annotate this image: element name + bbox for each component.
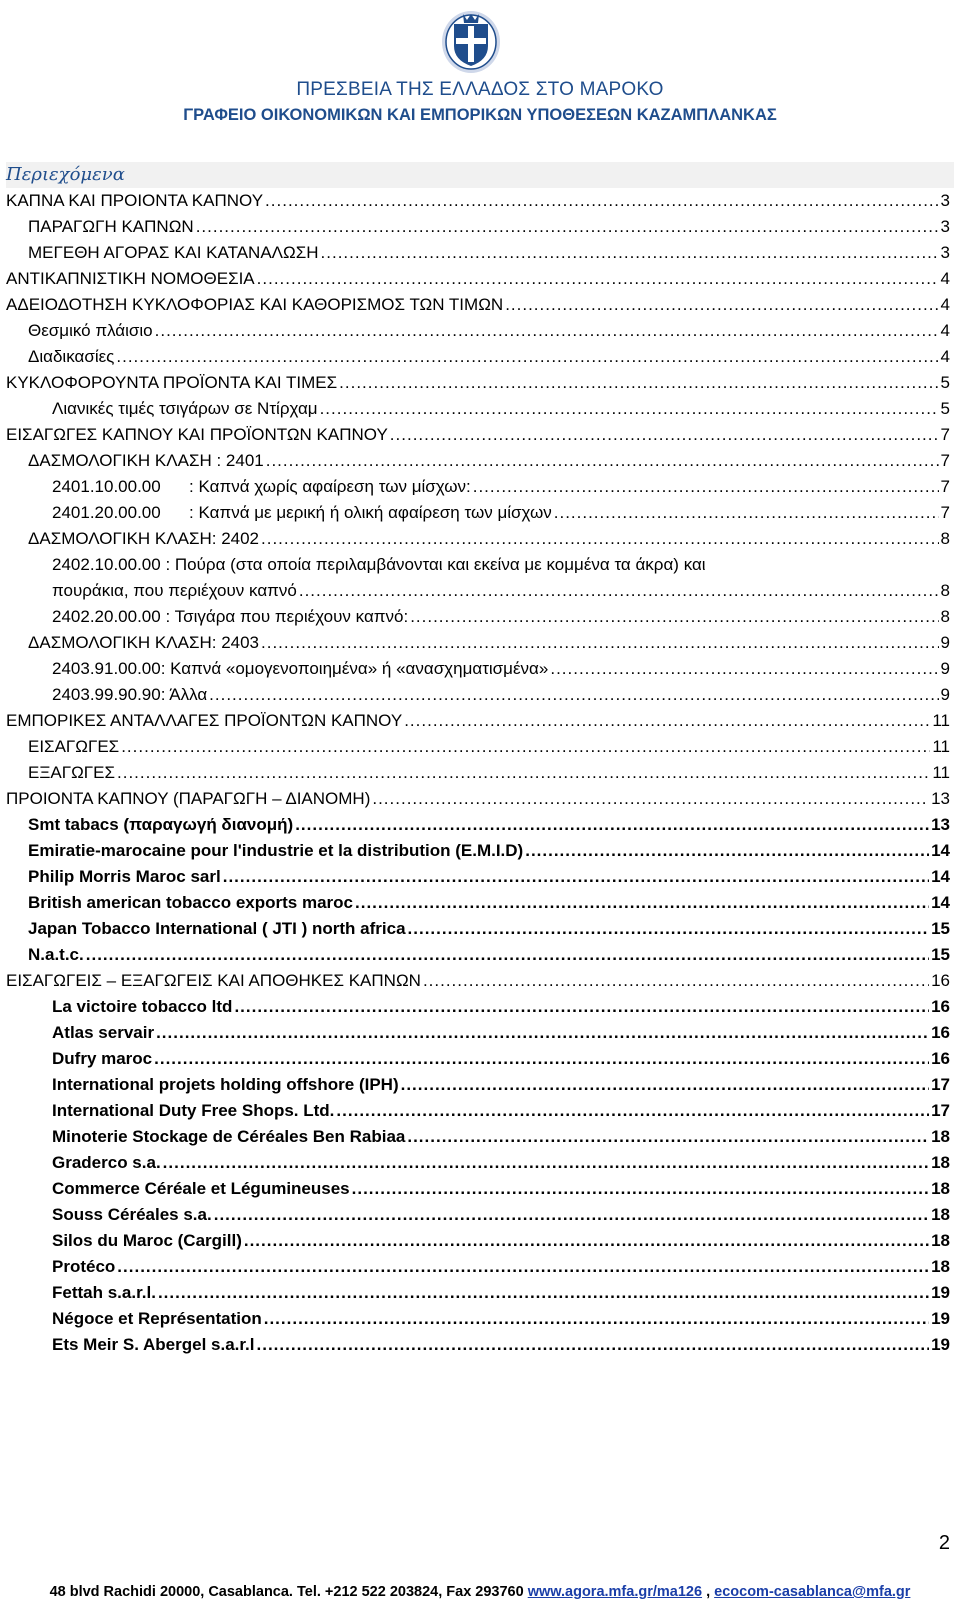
leader-dots [223, 864, 929, 890]
toc-heading: Περιεχόμενα [6, 162, 954, 188]
toc-entry[interactable] [52, 1202, 950, 1228]
toc-entry-page: 3 [940, 243, 950, 262]
toc-entry-label: ΕΜΠΟΡΙΚΕΣ ΑΝΤΑΛΛΑΓΕΣ ΠΡΟΪΟΝΤΩΝ ΚΑΠΝΟΥ [6, 711, 403, 730]
toc-entry-label: Souss Céréales s.a. [52, 1205, 212, 1224]
toc-entry-page: 7 [940, 477, 950, 496]
toc-entry[interactable] [28, 526, 950, 552]
toc-entry[interactable] [28, 734, 950, 760]
toc-entry-page: 18 [931, 1205, 950, 1224]
toc-entry-page: 5 [940, 373, 950, 392]
toc-entry-label: 2402.20.00.00 : Τσιγάρα που περιέχουν καπνό: [52, 607, 409, 626]
leader-dots [410, 604, 938, 630]
toc-entry[interactable] [52, 1332, 950, 1358]
toc-entry[interactable] [28, 318, 950, 344]
toc-entry-label: Smt tabacs (παραγωγή διανομή) [28, 815, 294, 834]
toc-entry[interactable] [52, 1124, 950, 1150]
leader-dots [554, 500, 939, 526]
toc-entry-page: 19 [931, 1335, 950, 1354]
toc-entry[interactable] [28, 344, 950, 370]
leader-dots [121, 734, 930, 760]
toc-entry[interactable] [6, 266, 950, 292]
toc-entry-page: 8 [940, 581, 950, 600]
toc-entry-page: 14 [931, 841, 950, 860]
toc-entry-page: 14 [931, 867, 950, 886]
toc-entry[interactable] [52, 474, 950, 500]
toc-entry-label: Emiratie-marocaine pour l'industrie et la distribution (E.M.I.D) [28, 841, 524, 860]
toc-entry[interactable] [28, 448, 950, 474]
leader-dots [473, 474, 939, 500]
toc-entry-page: 16 [931, 971, 950, 990]
toc-entry[interactable] [6, 968, 950, 994]
toc-entry-page: 19 [931, 1283, 950, 1302]
leader-dots [163, 1150, 929, 1176]
toc-entry-label: ΔΑΣΜΟΛΟΓΙΚΗ ΚΛΑΣΗ: 2403 [28, 633, 260, 652]
toc-entry-label: Négoce et Représentation [52, 1309, 262, 1328]
embassy-name: ΠΡΕΣΒΕΙΑ ΤΗΣ ΕΛΛΑΔΟΣ ΣΤΟ ΜΑΡΟΚΟ [296, 79, 664, 100]
toc-entry-page: 17 [931, 1101, 950, 1120]
toc-entry[interactable] [6, 188, 950, 214]
office-name: ΓΡΑΦΕΙΟ ΟΙΚΟΝΟΜΙΚΩΝ ΚΑΙ ΕΜΠΟΡΙΚΩΝ ΥΠΟΘΕΣΕΩΝ ΚΑΖΑΜΠΛΑΝΚΑΣ [183, 106, 777, 124]
toc-entry-label: Dufry maroc [52, 1049, 153, 1068]
toc-entry-page: 7 [940, 451, 950, 470]
toc-entry-label: Fettah s.a.r.l. [52, 1283, 156, 1302]
leader-dots [505, 292, 938, 318]
toc-entry-page: 16 [931, 1023, 950, 1042]
toc-entry-label: 2403.99.90.90: Άλλα [52, 685, 208, 704]
toc-entry-page: 11 [932, 737, 950, 756]
toc-entry-label: La victoire tobacco ltd [52, 997, 233, 1016]
toc-entry-page: 17 [931, 1075, 950, 1094]
toc-entry[interactable] [28, 838, 950, 864]
toc-entry-page: 14 [931, 893, 950, 912]
letterhead [0, 0, 960, 130]
toc-entry[interactable] [52, 604, 950, 630]
toc-entry[interactable] [6, 786, 950, 812]
toc-entry-label: Protéco [52, 1257, 116, 1276]
toc-entry[interactable] [52, 1098, 950, 1124]
toc-entry[interactable] [6, 370, 950, 396]
footer [0, 1584, 960, 1600]
leader-dots [154, 1046, 929, 1072]
toc-entry-page: 3 [940, 191, 950, 210]
toc-entry[interactable] [52, 1254, 950, 1280]
toc-entry[interactable] [6, 292, 950, 318]
toc-entry[interactable] [28, 760, 950, 786]
leader-dots [372, 786, 929, 812]
footer-address: 48 blvd Rachidi 20000, Casablanca. Tel. +212 522 203824, Fax 293760 [49, 1584, 528, 1600]
toc-entry-label-line1[interactable]: 2402.10.00.00 : Πούρα (στα οποία περιλαμβάνονται και εκείνα με κομμένα τα άκρα) και [52, 555, 706, 574]
leader-dots [321, 240, 939, 266]
toc-entry-label: ΜΕΓΕΘΗ ΑΓΟΡΑΣ ΚΑΙ ΚΑΤΑΝΑΛΩΣΗ [28, 243, 319, 262]
toc-entry-label: ΕΙΣΑΓΩΓΕΣ [28, 737, 120, 756]
toc-entry-page: 18 [931, 1127, 950, 1146]
toc-entry-label: N.a.t.c. [28, 945, 84, 964]
toc-entry[interactable] [52, 1072, 950, 1098]
toc-entry-label: Θεσμικό πλάισιο [28, 321, 153, 340]
toc-entry-page: 8 [940, 607, 950, 626]
toc-entry-label: ΔΑΣΜΟΛΟΓΙΚΗ ΚΛΑΣΗ : 2401 [28, 451, 264, 470]
toc-entry-label: Japan Tobacco International ( JTI ) north africa [28, 919, 406, 938]
toc-entry-label: Commerce Céréale et Légumineuses [52, 1179, 350, 1198]
email-link[interactable]: ecocom-casablanca@mfa.gr [714, 1584, 911, 1600]
toc-entry-page: 5 [940, 399, 950, 418]
toc-entry[interactable] [6, 708, 950, 734]
toc-entry-label: 2403.91.00.00: Καπνά «ομογενοποιημένα» ή «ανασχηματισμένα» [52, 659, 549, 678]
leader-dots [299, 578, 939, 604]
toc-entry-page: 19 [931, 1309, 950, 1328]
toc-entry-page: 4 [940, 295, 950, 314]
toc-entry-page: 18 [931, 1257, 950, 1276]
toc-entry-page: 11 [932, 763, 950, 782]
toc-entry[interactable] [28, 864, 950, 890]
toc-entry-label: ΚΥΚΛΟΦΟΡΟΥΝΤΑ ΠΡΟΪΟΝΤΑ ΚΑΙ ΤΙΜΕΣ [6, 373, 338, 392]
website-link[interactable]: www.agora.mfa.gr/ma126 [527, 1584, 703, 1600]
toc-entry[interactable] [52, 1150, 950, 1176]
leader-dots [266, 448, 939, 474]
greek-coat-of-arms-icon [441, 8, 501, 74]
toc-entry-page: 18 [931, 1231, 950, 1250]
toc-entry-label: ΕΙΣΑΓΩΓΕΣ ΚΑΠΝΟΥ ΚΑΙ ΠΡΟΪΟΝΤΩΝ ΚΑΠΝΟΥ [6, 425, 388, 444]
toc-entry-page: 4 [940, 347, 950, 366]
leader-dots [209, 682, 938, 708]
leader-dots [244, 1228, 929, 1254]
leader-dots [352, 1176, 929, 1202]
toc-entry-page: 9 [940, 633, 950, 652]
leader-dots [355, 890, 929, 916]
toc-entry-label: ΕΞΑΓΩΓΕΣ [28, 763, 116, 782]
leader-dots [264, 1306, 929, 1332]
toc-entry-label: ΠΡΟΙΟΝΤΑ ΚΑΠΝΟΥ (ΠΑΡΑΓΩΓΗ – ΔΙΑΝΟΜΗ) [6, 789, 371, 808]
toc-entry-page: 4 [940, 269, 950, 288]
leader-dots [339, 370, 938, 396]
toc-entry-label: ΑΝΤΙΚΑΠΝΙΣΤΙΚΗ ΝΟΜΟΘΕΣΙΑ [6, 269, 255, 288]
toc-entry[interactable] [28, 812, 950, 838]
leader-dots [196, 214, 939, 240]
leader-dots [320, 396, 939, 422]
toc-entry-page: 7 [940, 503, 950, 522]
toc-entry-label: Ets Meir S. Abergel s.a.r.l [52, 1335, 255, 1354]
footer-separator: , [702, 1584, 715, 1600]
leader-dots [295, 812, 929, 838]
toc-entry[interactable] [28, 240, 950, 266]
toc-entry[interactable] [52, 578, 950, 604]
toc-entry-page: 15 [931, 945, 950, 964]
leader-dots [525, 838, 929, 864]
toc-entry-label: 2401.20.00.00 : Καπνά με μερική ή ολική αφαίρεση των μίσχων [52, 503, 552, 522]
leader-dots [265, 188, 938, 214]
leader-dots [155, 318, 939, 344]
toc-entry[interactable] [52, 682, 950, 708]
toc-entry-label: Graderco s.a. [52, 1153, 161, 1172]
toc-entry[interactable] [52, 500, 950, 526]
toc-entry-page: 16 [931, 1049, 950, 1068]
toc-entry[interactable] [52, 994, 950, 1020]
leader-dots [234, 994, 929, 1020]
leader-dots [401, 1072, 929, 1098]
toc-entry[interactable] [28, 630, 950, 656]
toc-entry-label: Silos du Maroc (Cargill) [52, 1231, 242, 1250]
toc-entry-page: 15 [931, 919, 950, 938]
toc-entry-label: Minoterie Stockage de Céréales Ben Rabiaa [52, 1127, 406, 1146]
toc-entry[interactable] [52, 1280, 950, 1306]
toc-entry-page: 18 [931, 1179, 950, 1198]
leader-dots [214, 1202, 929, 1228]
toc-entry[interactable] [52, 656, 950, 682]
toc-entry[interactable] [28, 942, 950, 968]
toc-entry[interactable] [6, 422, 950, 448]
leader-dots [261, 526, 939, 552]
toc-entry-label: ΠΑΡΑΓΩΓΗ ΚΑΠΝΩΝ [28, 217, 194, 236]
leader-dots [158, 1280, 929, 1306]
toc-entry[interactable] [52, 1020, 950, 1046]
toc-entry-label: 2401.10.00.00 : Καπνά χωρίς αφαίρεση των μίσχων: [52, 477, 471, 496]
toc-entry-label: ΔΑΣΜΟΛΟΓΙΚΗ ΚΛΑΣΗ: 2402 [28, 529, 260, 548]
toc-entry[interactable] [28, 890, 950, 916]
toc-entry[interactable] [52, 1176, 950, 1202]
leader-dots [117, 1254, 929, 1280]
toc-entry[interactable] [52, 1046, 950, 1072]
leader-dots [261, 630, 939, 656]
leader-dots [423, 968, 929, 994]
leader-dots [336, 1098, 929, 1124]
toc-entry-label: Atlas servair [52, 1023, 155, 1042]
toc-entry-label: Philip Morris Maroc sarl [28, 867, 221, 886]
toc-entry-label: Διαδικασίες [28, 347, 115, 366]
leader-dots [407, 1124, 929, 1150]
leader-dots [404, 708, 930, 734]
toc-entry-label: International Duty Free Shops. Ltd. [52, 1101, 335, 1120]
toc-entry-label: British american tobacco exports maroc [28, 893, 354, 912]
toc-entry-label: Λιανικές τιμές τσιγάρων σε Ντίρχαμ [52, 399, 318, 418]
leader-dots [156, 1020, 929, 1046]
toc-entry-page: 18 [931, 1153, 950, 1172]
toc-entry-label: πουράκια, που περιέχουν καπνό [52, 581, 297, 600]
toc-entry-label: International projets holding offshore (IPH) [52, 1075, 399, 1094]
leader-dots [117, 760, 930, 786]
leader-dots [257, 266, 939, 292]
leader-dots [86, 942, 929, 968]
toc-entry-page: 3 [940, 217, 950, 236]
toc-entry-page: 13 [931, 815, 950, 834]
toc-entry[interactable] [52, 396, 950, 422]
leader-dots [550, 656, 938, 682]
toc-entry-page: 16 [931, 997, 950, 1016]
toc-entry[interactable] [52, 1228, 950, 1254]
toc-entry[interactable] [52, 1306, 950, 1332]
page-number: 2 [938, 1532, 950, 1554]
toc-entry-label: ΕΙΣΑΓΩΓΕΙΣ – ΕΞΑΓΩΓΕΙΣ ΚΑΙ ΑΠΟΘΗΚΕΣ ΚΑΠΝΩΝ [6, 971, 421, 990]
toc-entry-page: 8 [940, 529, 950, 548]
toc-entry-label: ΚΑΠΝΑ ΚΑΙ ΠΡΟΙΟΝΤΑ ΚΑΠΝΟΥ [6, 191, 264, 210]
toc-entry-page: 11 [932, 711, 950, 730]
toc-entry-page: 9 [940, 659, 950, 678]
toc-entry-label: ΑΔΕΙΟΔΟΤΗΣΗ ΚΥΚΛΟΦΟΡΙΑΣ ΚΑΙ ΚΑΘΟΡΙΣΜΟΣ ΤΩΝ ΤΙΜΩΝ [6, 295, 504, 314]
leader-dots [257, 1332, 930, 1358]
toc-entry-page: 7 [940, 425, 950, 444]
toc-entry-page: 13 [931, 789, 950, 808]
toc-entry-page: 4 [940, 321, 950, 340]
leader-dots [390, 422, 939, 448]
leader-dots [116, 344, 938, 370]
leader-dots [408, 916, 930, 942]
toc-entry-page: 9 [940, 685, 950, 704]
toc-entry[interactable] [28, 916, 950, 942]
toc-entry[interactable] [28, 214, 950, 240]
